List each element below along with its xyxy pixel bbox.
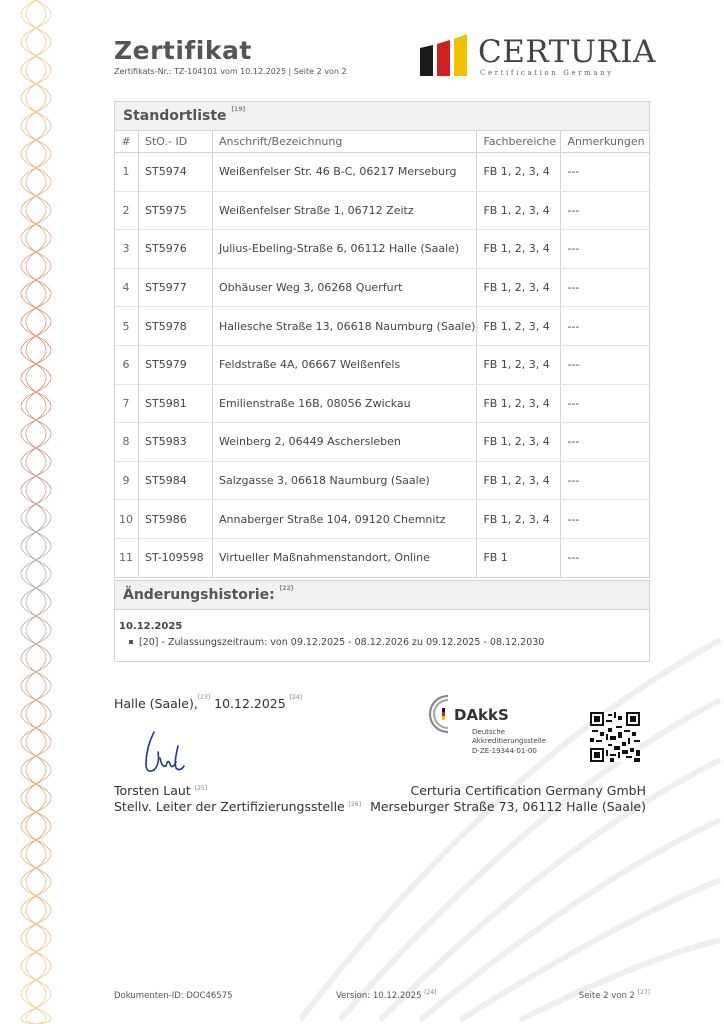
dakks-name: DAkkS	[454, 706, 509, 724]
version-label: Version: 10.12.2025 [24]	[336, 989, 437, 1001]
guilloche-border	[0, 0, 74, 1024]
row-number: 1	[115, 153, 139, 192]
location-notes: ---	[561, 461, 649, 500]
location-notes: ---	[561, 230, 649, 269]
table-row	[115, 268, 649, 307]
location-fields: FB 1, 2, 3, 4	[477, 423, 561, 462]
company-address: Merseburger Straße 73, 06112 Halle (Saale)	[370, 799, 646, 814]
dakks-accreditation-mark	[422, 692, 562, 762]
change-history-title: Änderungshistorie: [22]	[123, 585, 294, 603]
row-number: 9	[115, 461, 139, 500]
row-number: 6	[115, 345, 139, 384]
signer-role: Stellv. Leiter der Zertifizierungsstelle [26]	[114, 799, 362, 814]
location-list-title: Standortliste [19]	[123, 106, 246, 124]
location-fields: FB 1, 2, 3, 4	[477, 307, 561, 346]
location-notes: ---	[561, 153, 649, 192]
location-address: Salzgasse 3, 06618 Naumburg (Saale)	[213, 461, 477, 500]
location-notes: ---	[561, 268, 649, 307]
certuria-logo	[420, 32, 656, 82]
location-table	[115, 131, 649, 577]
handwritten-signature	[140, 728, 200, 778]
location-address: Annaberger Straße 104, 09120 Chemnitz	[213, 500, 477, 539]
place-date: Halle (Saale),[23] 10.12.2025 [24]	[114, 694, 303, 711]
bullet-icon	[129, 640, 133, 644]
location-fields: FB 1, 2, 3, 4	[477, 461, 561, 500]
location-address: Weinberg 2, 06449 Aschersleben	[213, 423, 477, 462]
location-id: ST5979	[139, 345, 213, 384]
location-id: ST5975	[139, 191, 213, 230]
table-row	[115, 191, 649, 230]
column-header-address: Anschrift/Bezeichnung	[213, 131, 477, 153]
row-number: 3	[115, 230, 139, 269]
location-id: ST5976	[139, 230, 213, 269]
location-address: Julius-Ebeling-Straße 6, 06112 Halle (Saale)	[213, 230, 477, 269]
location-notes: ---	[561, 345, 649, 384]
row-number: 4	[115, 268, 139, 307]
location-id: ST5974	[139, 153, 213, 192]
location-id: ST5977	[139, 268, 213, 307]
location-id: ST5978	[139, 307, 213, 346]
table-row	[115, 461, 649, 500]
location-notes: ---	[561, 307, 649, 346]
location-list-panel	[114, 101, 650, 578]
column-header-id: StO.- ID	[139, 131, 213, 153]
row-number: 11	[115, 538, 139, 576]
page-title: Zertifikat	[114, 36, 252, 65]
location-address: Feldstraße 4A, 06667 Weißenfels	[213, 345, 477, 384]
location-notes: ---	[567, 551, 580, 565]
table-row	[115, 538, 649, 576]
row-number: 10	[115, 500, 139, 539]
column-header-notes: Anmerkungen	[561, 131, 649, 153]
location-address: Hallesche Straße 13, 06618 Naumburg (Saale)	[213, 307, 477, 346]
table-row	[115, 307, 649, 346]
row-number: 7	[115, 384, 139, 423]
location-fields: FB 1, 2, 3, 4	[477, 230, 561, 269]
table-row	[115, 500, 649, 539]
table-row	[115, 423, 649, 462]
company-name: Certuria Certification Germany GmbH	[410, 783, 646, 798]
location-id: ST-109598	[139, 538, 213, 576]
location-address: Weißenfelser Str. 46 B-C, 06217 Merseburg	[213, 153, 477, 192]
qr-code-icon	[590, 712, 640, 762]
location-id: ST5981	[139, 384, 213, 423]
location-list-header	[115, 102, 649, 131]
location-fields: FB 1, 2, 3, 4	[477, 345, 561, 384]
certificate-subtitle: Zertifikats-Nr.: TZ-104101 vom 10.12.2025 | Seite 2 von 2	[114, 67, 347, 76]
logo-wordmark: CERTURIA	[478, 34, 656, 70]
location-notes: ---	[561, 384, 649, 423]
location-id: ST5986	[139, 500, 213, 539]
location-id: ST5983	[139, 423, 213, 462]
change-history-panel	[114, 580, 650, 662]
table-row	[115, 153, 649, 192]
row-number: 5	[115, 307, 139, 346]
location-fields: FB 1, 2, 3, 4	[477, 153, 561, 192]
logo-tagline: Certification Germany	[480, 69, 614, 77]
dakks-accreditation-number: D-ZE-19344-01-00	[472, 747, 537, 755]
location-fields: FB 1, 2, 3, 4	[477, 384, 561, 423]
column-header-fields: Fachbereiche	[477, 131, 561, 153]
table-row	[115, 345, 649, 384]
column-header-number: #	[115, 131, 139, 153]
dakks-line-2: Akkreditierungsstelle	[472, 737, 547, 745]
dakks-line-1: Deutsche	[472, 728, 506, 736]
location-table-body	[115, 153, 649, 577]
location-fields: FB 1, 2, 3, 4	[477, 500, 561, 539]
history-date: 10.12.2025	[119, 621, 183, 632]
location-address: Obhäuser Weg 3, 06268 Querfurt	[213, 268, 477, 307]
row-number: 8	[115, 423, 139, 462]
location-fields: FB 1, 2, 3, 4	[477, 191, 561, 230]
table-row	[115, 384, 649, 423]
change-history-header	[115, 581, 649, 610]
company-block	[370, 783, 646, 815]
table-row	[115, 230, 649, 269]
location-notes: ---	[561, 423, 649, 462]
location-address: Emilienstraße 16B, 08056 Zwickau	[213, 384, 477, 423]
location-notes: ---	[561, 500, 649, 539]
page-number: Seite 2 von 2 [27]	[578, 989, 650, 1001]
location-fields: FB 1, 2, 3, 4	[477, 268, 561, 307]
location-address: Virtueller Maßnahmenstandort, Online	[213, 538, 477, 576]
signer-block	[114, 783, 361, 815]
table-header-row	[115, 131, 649, 153]
location-id: ST5984	[139, 461, 213, 500]
row-number: 2	[115, 191, 139, 230]
location-address: Weißenfelser Straße 1, 06712 Zeitz	[213, 191, 477, 230]
location-notes: ---	[561, 191, 649, 230]
document-id: Dokumenten-ID: DOC46575	[114, 991, 233, 1001]
signer-name: Torsten Laut [25]	[114, 783, 208, 798]
history-entry: [20] - Zulassungszeitraum: von 09.12.2025 - 08.12.2026 zu 09.12.2025 - 08.12.2030	[129, 637, 544, 648]
flag-bars-icon	[420, 34, 472, 76]
location-fields: FB 1	[477, 538, 561, 576]
